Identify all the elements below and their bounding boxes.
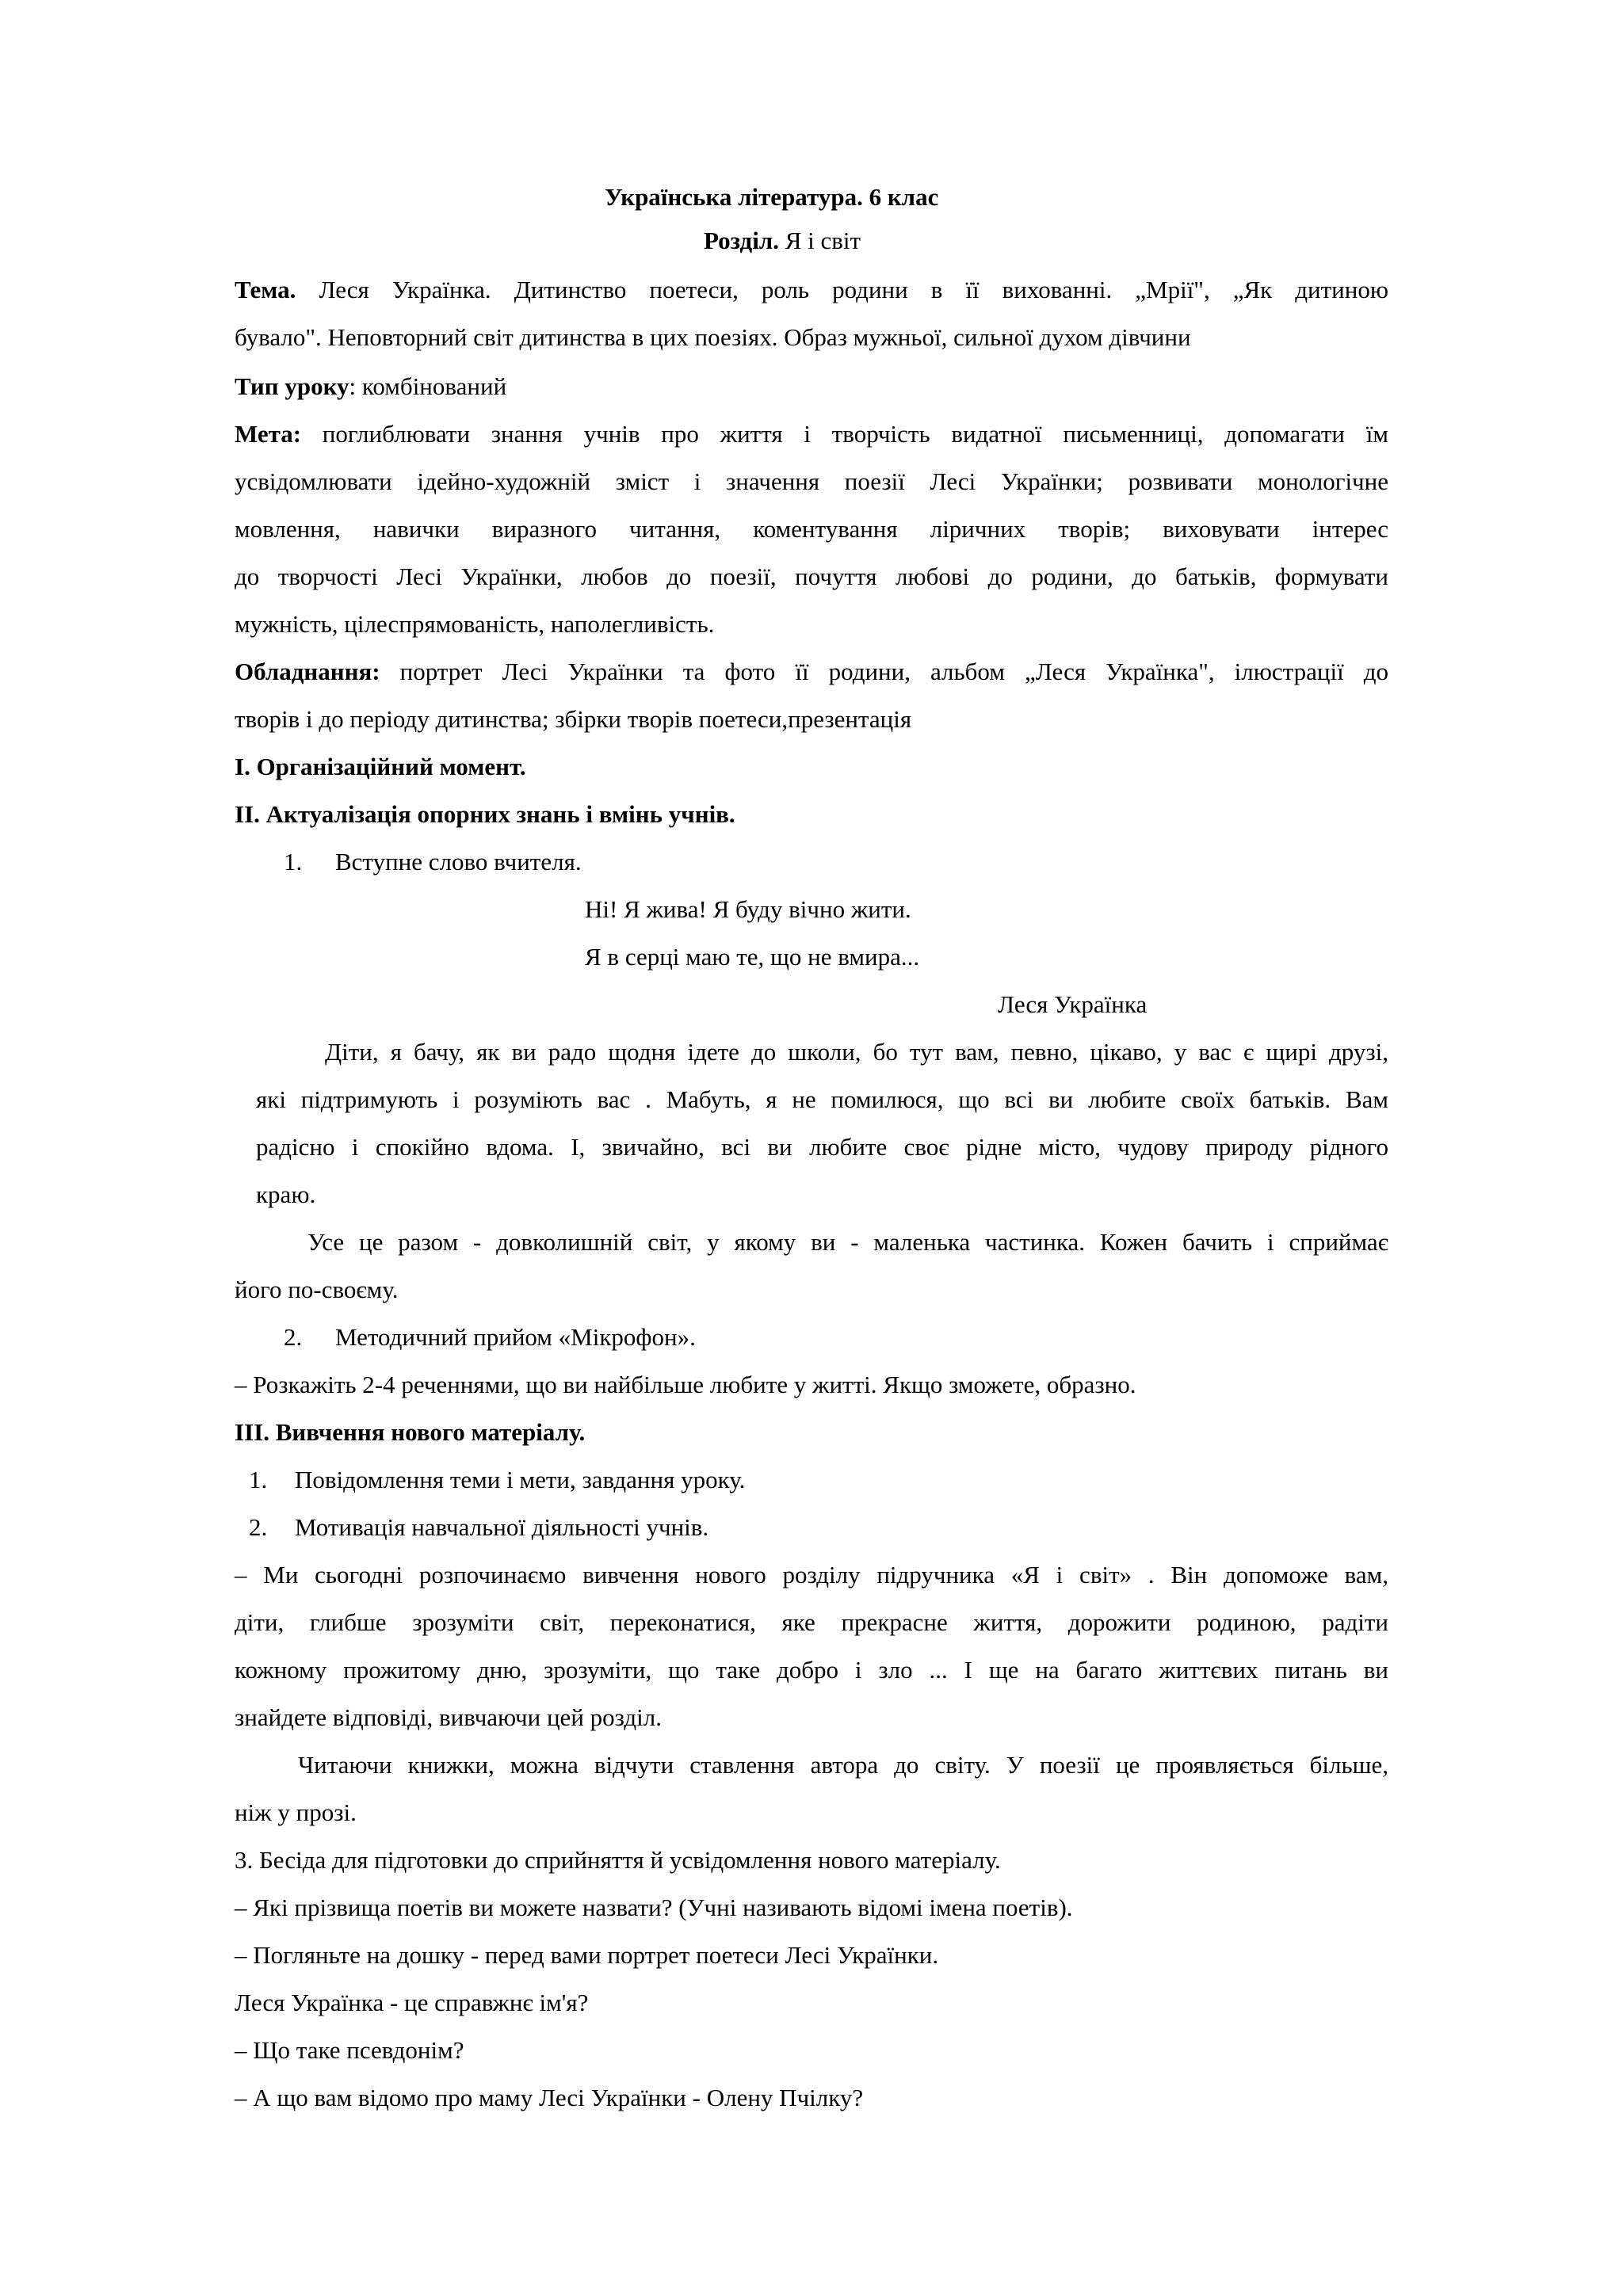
paragraph-line: – Ми сьогодні розпочинаємо вивчення нового розділу підручника «Я і світ» . Він допоможе вам, [235, 1561, 1388, 1589]
paragraph-line: знайдете відповіді, вивчаючи цей розділ. [235, 1703, 662, 1731]
paragraph-line: діти, глибше зрозуміти світ, переконатися, яке прекрасне життя, дорожити родиною, радіти [235, 1608, 1388, 1636]
paragraph-line: Діти, я бачу, як ви радо щодня ідете до школи, бо тут вам, певно, цікаво, у вас є щирі друзі, [325, 1038, 1388, 1066]
equipment-line-2: творів і до періоду дитинства; збірки творів поетеси,презентація [235, 705, 912, 733]
document-title: Українська література. 6 клас [605, 183, 939, 211]
epigraph-line-2: Я в серці маю те, що не вмира... [585, 943, 920, 971]
topic-line-2: бувало". Неповторний світ дитинства в цих поезіях. Образ мужньої, сильної духом дівчини [235, 323, 1191, 351]
paragraph-line: Читаючи книжки, можна відчути ставлення автора до світу. У поезії це проявляється більше, [298, 1751, 1388, 1779]
question-line: – Які прізвища поетів ви можете назвати? (Учні називають відомі імена поетів). [235, 1894, 1073, 1921]
topic-line-1: Тема. Леся Українка. Дитинство поетеси, роль родини в її вихованні. „Мрії", „Як дитиною [235, 276, 1388, 303]
list-number: 1. [284, 848, 303, 875]
goal-line-5: мужність, цілеспрямованість, наполегливість. [235, 610, 715, 638]
lesson-type: Тип уроку: комбінований [235, 372, 507, 400]
question-line: – А що вам відомо про маму Лесі Українки - Олену Пчілку? [235, 2084, 864, 2111]
question-line: – Що таке псевдонім? [235, 2036, 464, 2064]
list-number: 1. [249, 1466, 268, 1493]
paragraph-line: його по-своєму. [235, 1276, 399, 1303]
goal-line-2: усвідомлювати ідейно-художній зміст і значення поезії Лесі Українки; розвивати монологічне [235, 467, 1388, 495]
conversation-heading: 3. Бесіда для підготовки до сприйняття й усвідомлення нового матеріалу. [235, 1846, 1001, 1874]
paragraph-line: Усе це разом - довколишній світ, у якому ви - маленька частинка. Кожен бачить і сприймає [307, 1228, 1388, 1256]
paragraph-line: кожному прожитому дню, зрозуміти, що таке добро і зло ... І ще на багато життєвих питань ви [235, 1656, 1388, 1684]
goal-line-1: Мета: поглиблювати знання учнів про життя і творчість видатної письменниці, допомагати їм [235, 420, 1388, 448]
list-item-motivation: Мотивація навчальної діяльності учнів. [295, 1513, 709, 1541]
question-line: Леся Українка - це справжнє ім'я? [235, 1989, 589, 2016]
section-1-heading: І. Організаційний момент. [235, 753, 526, 780]
list-number: 2. [249, 1513, 268, 1541]
section-3-heading: ІІІ. Вивчення нового матеріалу. [235, 1418, 586, 1446]
list-number: 2. [284, 1323, 303, 1351]
question-line: – Погляньте на дошку - перед вами портрет поетеси Лесі Українки. [235, 1941, 939, 1969]
goal-line-3: мовлення, навички виразного читання, коментування ліричних творів; виховувати інтерес [235, 515, 1388, 543]
list-item-intro: Вступне слово вчителя. [335, 848, 582, 875]
epigraph-line-1: Ні! Я жива! Я буду вічно жити. [585, 895, 911, 923]
goal-line-4: до творчості Лесі Українки, любов до поезії, почуття любові до родини, до батьків, формувати [235, 563, 1388, 590]
list-item-topic: Повідомлення теми і мети, завдання уроку. [295, 1466, 746, 1493]
epigraph-author: Леся Українка [998, 990, 1148, 1018]
section-2-heading: ІІ. Актуалізація опорних знань і вмінь учнів. [235, 800, 735, 828]
task-line: – Розкажіть 2-4 реченнями, що ви найбільше любите у житті. Якщо зможете, образно. [235, 1371, 1136, 1398]
paragraph-line: радісно і спокійно вдома. І, звичайно, всі ви любите своє рідне місто, чудову природу рідного [256, 1133, 1388, 1161]
list-item-microphone: Методичний прийом «Мікрофон». [335, 1323, 696, 1351]
equipment-line-1: Обладнання: портрет Лесі Українки та фото її родини, альбом „Леся Українка", ілюстрації до [235, 658, 1388, 685]
paragraph-line: краю. [256, 1180, 316, 1208]
paragraph-line: ніж у прозі. [235, 1798, 357, 1826]
section-heading: Розділ. Я і світ [704, 227, 861, 254]
paragraph-line: які підтримують і розуміють вас . Мабуть, я не помилюся, що всі ви любите своїх батьків. Вам [256, 1085, 1388, 1113]
